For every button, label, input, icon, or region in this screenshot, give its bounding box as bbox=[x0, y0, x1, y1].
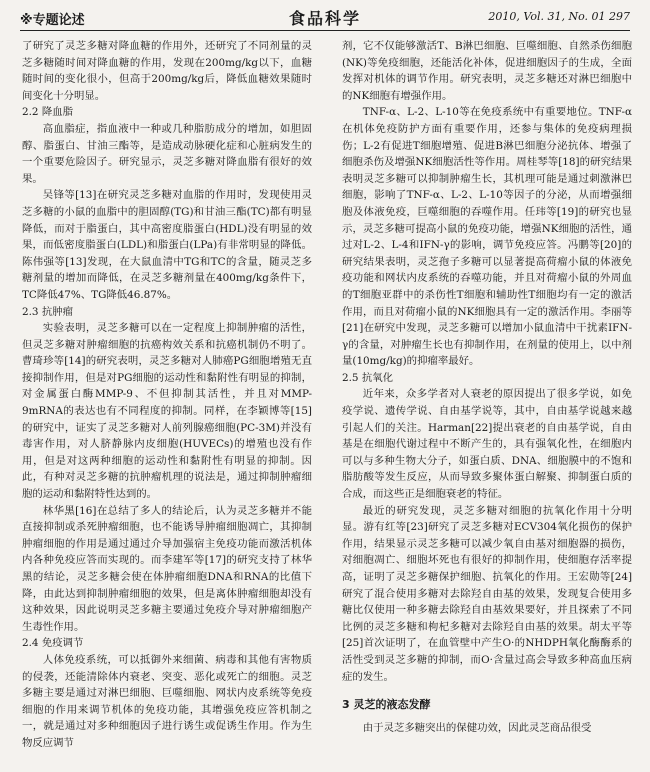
paragraph: 实验表明，灵芝多糖可以在一定程度上抑制肿瘤的活性，但灵芝多糖对肿瘤细胞的抗癌构效关系和抗癌机制仍不明了。曹琦珍等[14]的研究表明，灵芝多糖对人肺癌PG细胞增殖无直接抑制作用，但是对PG细胞的运动性和黏附性有明显的抑制，对金属蛋白酶MMP-9、不但抑制其活性，并且对MMP-9mRNA的表达也有不同程度的抑制。同样，在李颖博等[15]的研究中，证实了灵芝多糖对人前列腺癌细胞(PC-3M)并没有毒害作用，对人脐静脉内皮细胞(HUVECs)的增殖也没有作用，但是对这两种细胞的运动性和黏附性有明显的抑制。因此，有种对灵芝多糖的抗肿瘤机理的说法是，通过抑制肿瘤细胞的运动和黏附特性达到的。 bbox=[22, 322, 312, 501]
section-heading-antioxidant: 2.5 抗氧化 bbox=[342, 371, 393, 384]
paragraph: 了研究了灵芝多糖对降血糖的作用外，还研究了不同剂量的灵芝多糖随时间对降血糖的作用，发现在200mg/kg以下，血糖随时间的变化很小，但高于200mg/kg后，降低血糖效果随时间变化十分明显。 bbox=[22, 40, 312, 102]
paragraph: 最近的研究发现，灵芝多糖对细胞的抗氧化作用十分明显。游有红等[23]研究了灵芝多糖对ECV304氧化损伤的保护作用，结果显示灵芝多糖可以减少氧自由基对细胞器的损伤，对细胞凋亡、细胞坏死也有很好的抑制作用，使细胞存活率提高，证明了灵芝多糖保护细胞、抗氧化的作用。王宏勋等[24]研究了混合使用多糖对去除羟自由基的效果，发现复合使用多糖比仅使用一种多糖去除羟自由基效果要好，并且探索了不同比例的灵芝多糖和枸杞多糖对去除羟自由基的效果。胡太平等[25]首次证明了，在血管壁中产生O·的NHDPH氧化酶酶系的活性受到灵芝多糖的抑制，而O·含量过高会导致多种高血压病症的发生。 bbox=[342, 504, 632, 683]
section-label: ※专题论述 bbox=[20, 13, 85, 28]
section-heading-antitumor: 2.3 抗肿瘤 bbox=[22, 305, 73, 318]
paragraph: TNF-α、L-2、L-10等在免疫系统中有重要地位。TNF-α在机体免疫防护方面有重要作用，还参与集体的免疫病理损伤；L-2有促进T细胞增殖、促进B淋巴细胞分泌抗体、增强了细胞杀伤及增强NK细胞活性等作用。周桂琴等[18]的研究结果表明灵芝多糖可以抑制肿瘤生长，其机理可能是通过刺激淋巴细胞，影响了TNF-α、L-2、L-10等因子的分泌，从而增强细胞及体液免疫，巨噬细胞的吞噬作用。任玮等[19]的研究也显示，灵芝多糖可提高小鼠的免疫功能，增强NK细胞的活性，通过对L-2、L-4和IFN-γ的影响，调节免疫应答。冯鹏等[20]的研究结果表明，灵芝孢子多糖可以显著提高荷瘤小鼠的体液免疫功能和网状内皮系统的吞噬功能，并且对荷瘤小鼠的外周血的T细胞亚群中的杀伤性T细胞和辅助性T细胞均有一定的激活作用，而且对荷瘤小鼠的NK细胞具有一定的激活作用。李丽等[21]在研究中发现，灵芝多糖可以增加小鼠血清中干扰素IFN-γ的含量，对肿瘤生长也有抑制作用，在剂量的使用上，以中剂量(10mg/kg)的抑瘤率最好。 bbox=[342, 106, 632, 368]
paragraph: 林华黑[16]在总结了多人的结论后，认为灵芝多糖并不能直接抑制或杀死肿瘤细胞，也不能诱导肿瘤细胞凋亡，其抑制肿瘤细胞的作用是通过通过介导加强宿主免疫功能而激活机体内各种免疫应答而实现的。而李建军等[17]的研究支持了林华黑的结论，灵芝多糖会使在体肿瘤细胞DNA和RNA的比值下降，由此达到抑制肿瘤细胞的效果，但是离体肿瘤细胞却没有这种效果，因此说明灵芝多糖主要通过免疫介导对肿瘤细胞产生毒性作用。 bbox=[22, 504, 312, 633]
paragraph: 人体免疫系统，可以抵御外来细菌、病毒和其他有害物质的侵袭，还能清除体内衰老、突变、恶化或死亡的细胞。灵芝多糖主要是通过对淋巴细胞、巨噬细胞、网状内皮系统等免疫细胞的作用来调节机体的免疫功能，其增强免疫应答机制之一，就是通过对多种细胞因子进行诱生或促诱生作用。作为生物反应调节 bbox=[22, 653, 312, 749]
paragraph: 剂，它不仅能够激活T、B淋巴细胞、巨噬细胞、自然杀伤细胞(NK)等免疫细胞，还能活化补体，促进细胞因子的生成，全面发挥对机体的调节作用。研究表明，灵芝多糖还对淋巴细胞中的NK细胞有增强作用。 bbox=[342, 40, 632, 102]
section-heading-immunity: 2.4 免疫调节 bbox=[22, 637, 84, 650]
section-heading-fermentation: 3 灵芝的液态发酵 bbox=[342, 698, 431, 712]
paragraph: 吴锋等[13]在研究灵芝多糖对血脂的作用时，发现使用灵芝多糖的小鼠的血脂中的胆固醇(TG)和甘油三酯(TC)都有明显降低，而对于脂蛋白，其中高密度脂蛋白(HDL)没有明显的效果，而低密度脂蛋白(LDL)和脂蛋白(LPa)有非常明显的降低。陈伟强等[13]发现，在大鼠血清中TG和TC的含量，随灵芝多糖剂量的增加而降低，在灵芝多糖剂量在400mg/kg条件下，TC降低47%、TG降低46.87%。 bbox=[22, 189, 312, 301]
page-header bbox=[20, 6, 630, 31]
journal-title: 食品科学 bbox=[288, 9, 361, 28]
paragraph: 近年来，众多学者对人衰老的原因提出了很多学说，如免疫学说、遗传学说、自由基学说等，其中，自由基学说越来越引起人们的关注。Harman[22]提出衰老的自由基学说，自由基是在细胞代谢过程中不断产生的，具有强氧化性，在细胞内可以与多种生物大分子，如蛋白质、DNA、细胞膜中的不饱和脂肪酸等发生反应，从而导致多聚体蛋白解聚、抑制蛋白质的合成，而这些正是细胞衰老的特征。 bbox=[342, 388, 632, 501]
paragraph: 高血脂症，指血液中一种或几种脂肪成分的增加，如胆固醇、脂蛋白、甘油三酯等，是造成动脉硬化症和心脏病发生的一个重要危险因子。研究显示，灵芝多糖对降血脂有很好的效果。 bbox=[22, 122, 312, 185]
right-column bbox=[342, 38, 632, 736]
section-heading-hypolipidemic: 2.2 降血脂 bbox=[22, 106, 73, 119]
paragraph: 由于灵芝多糖突出的保健功效，因此灵芝商品很受 bbox=[362, 721, 592, 734]
issue-info: 2010, Vol. 31, No. 01 297 bbox=[488, 10, 630, 23]
left-column bbox=[22, 38, 312, 752]
